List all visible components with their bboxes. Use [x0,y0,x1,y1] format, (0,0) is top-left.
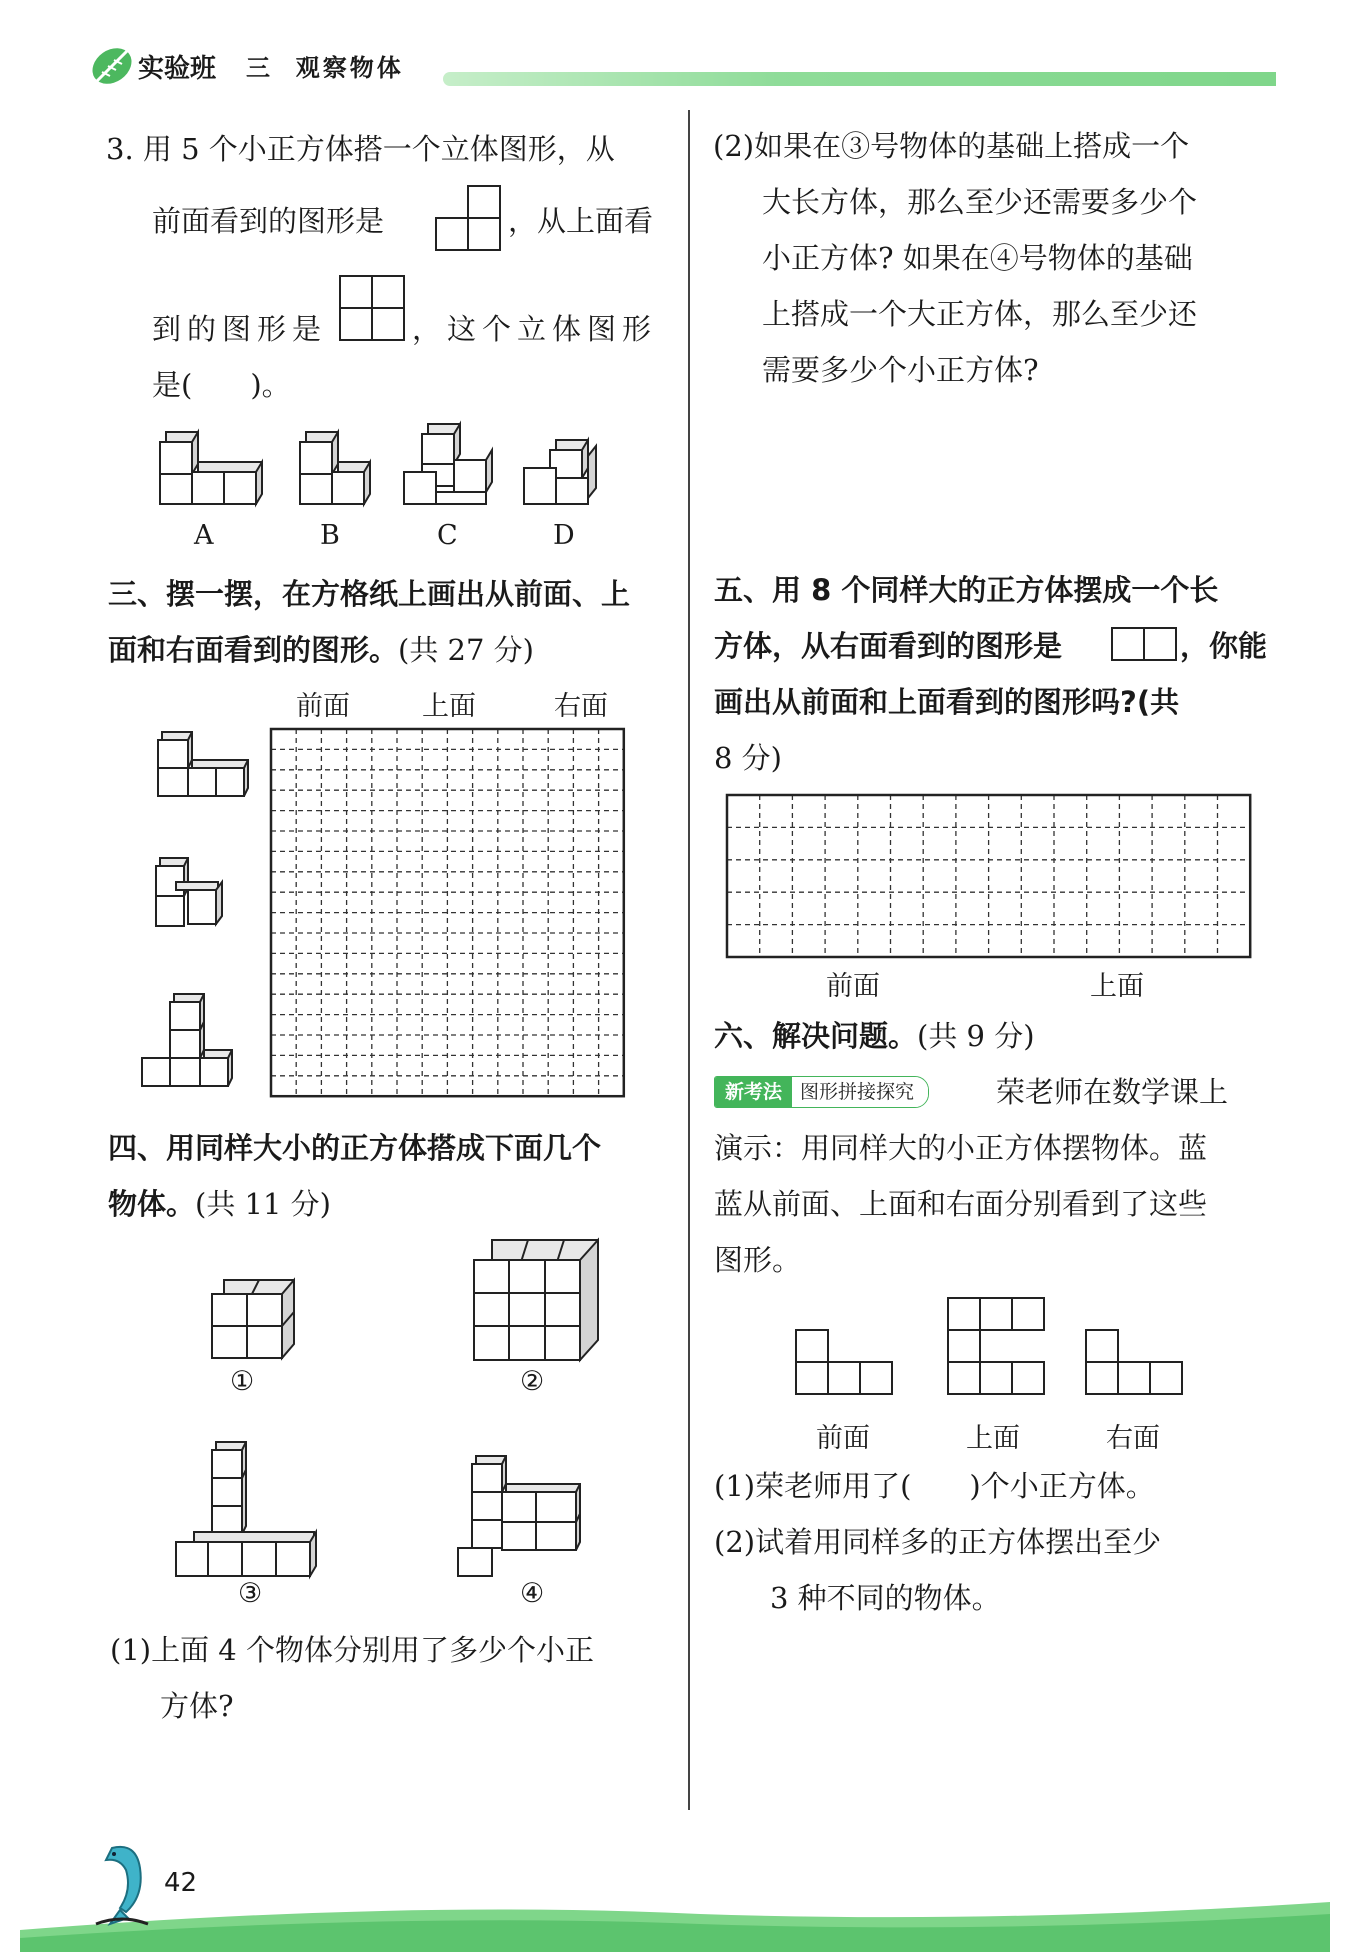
object-1-label: ① [230,1366,255,1397]
sec6-title: 六、解决问题。 [714,1019,918,1053]
sec3-figure-2 [152,856,226,932]
view-front-shape [794,1328,898,1398]
dolphin-mascot-icon [92,1838,158,1928]
q3-line3a: 到的图形是 [152,312,328,346]
top-view-shape [338,274,410,346]
sec5-line2b: ，你能 [1180,629,1268,663]
sec4-line2-wrap [108,1176,331,1232]
sec4-line1: 四、用同样大小的正方体搭成下面几个 [108,1131,602,1165]
column-divider [688,110,690,1810]
object-4-label: ④ [520,1578,545,1609]
object-1-figure [210,1278,296,1360]
q3-line3b: ，这个立体图形 [412,312,658,346]
object-3-label: ③ [238,1578,263,1609]
object-4-figure [456,1454,584,1578]
option-c-figure [402,420,496,510]
object-2-figure [472,1238,600,1362]
sec4-score: (共 11 分) [195,1187,331,1221]
sec3-figure-1 [152,730,252,800]
view-right-shape [1084,1328,1188,1398]
q2-line2: 大长方体，那么至少还需要多少个 [762,185,1198,219]
front-view-shape [434,184,504,254]
sec4-line2: 物体。 [108,1187,196,1221]
sec6-line1: 荣老师在数学课上 [996,1075,1229,1109]
sec3-label-top: 上面 [422,691,476,722]
sec3-figure-3 [140,992,236,1088]
sec5-label-front: 前面 [826,971,880,1002]
sec5-grid-paper [726,794,1254,960]
sec6-score: (共 9 分) [917,1019,1035,1053]
option-a-label: A [194,520,214,551]
view-label-top: 上面 [966,1423,1020,1454]
series-title: 实验班 [138,54,217,84]
sec4-q1-line1: (1)上面 4 个物体分别用了多少个小正 [110,1633,594,1667]
tag-topic: 图形拼接探究 [792,1077,928,1107]
tag-new-method: 新考法 [715,1077,792,1107]
option-c-label: C [437,520,458,551]
sec5-line2a: 方体，从右面看到的图形是 [714,629,1063,663]
sec3-line2: 面和右面看到的图形。 [108,633,399,667]
q3-line2a: 前面看到的图形是 [152,204,385,238]
sec3-label-right: 右面 [554,691,608,722]
sec5-line4: 8 分) [714,741,782,775]
new-exam-tag [714,1076,929,1108]
view-top-shape [946,1296,1050,1398]
sec3-line2-wrap [108,622,534,678]
option-a-figure [150,428,262,510]
sec6-title-wrap [714,1008,1035,1064]
leaf-logo-icon [88,42,136,90]
sec5-label-top: 上面 [1090,971,1144,1002]
header-bar [88,42,1276,94]
sec3-grid-paper [270,728,626,1102]
option-d-figure [522,436,608,512]
option-b-figure [290,428,372,510]
q2-line4: 上搭成一个大正方体，那么至少还 [762,297,1198,331]
sec6-q1: (1)荣老师用了( )个小正方体。 [714,1469,1155,1503]
page-number: 42 [164,1868,198,1898]
sec4-q1-line2: 方体? [160,1689,234,1723]
sec3-score: (共 27 分) [398,633,534,667]
option-b-label: B [320,520,340,551]
sec3-label-front: 前面 [296,691,350,722]
q3-line2b: ，从上面看 [508,204,654,238]
sec5-line1: 五、用 8 个同样大的正方体摆成一个长 [714,573,1219,607]
object-3-figure [174,1440,318,1580]
right-view-shape [1110,626,1180,662]
unit-title: 三 观察物体 [246,54,404,82]
q2-line1: (2)如果在③号物体的基础上搭成一个 [713,129,1190,163]
q3-line4: 是( )。 [152,368,291,402]
sec6-line2: 演示：用同样大的小正方体摆物体。蓝 [714,1131,1208,1165]
sec6-line3: 蓝从前面、上面和右面分别看到了这些 [714,1187,1208,1221]
view-label-front: 前面 [816,1423,870,1454]
header-green-band [443,72,1276,86]
sec6-line4: 图形。 [714,1243,802,1277]
sec6-q2-line1: (2)试着用同样多的正方体摆出至少 [714,1525,1162,1559]
option-d-label: D [553,520,575,551]
footer-green-wave [0,1880,1350,1952]
sec5-line3: 画出从前面和上面看到的图形吗?(共 [714,685,1180,719]
object-2-label: ② [520,1366,545,1397]
q2-line5: 需要多少个小正方体? [762,353,1039,387]
q2-line3: 小正方体? 如果在④号物体的基础 [762,241,1193,275]
sec6-q2-line2: 3 种不同的物体。 [770,1581,1001,1615]
sec3-line1: 三、摆一摆，在方格纸上画出从前面、上 [108,577,631,611]
q3-line1: 3. 用 5 个小正方体搭一个立体图形，从 [106,132,615,166]
view-label-right: 右面 [1106,1423,1160,1454]
